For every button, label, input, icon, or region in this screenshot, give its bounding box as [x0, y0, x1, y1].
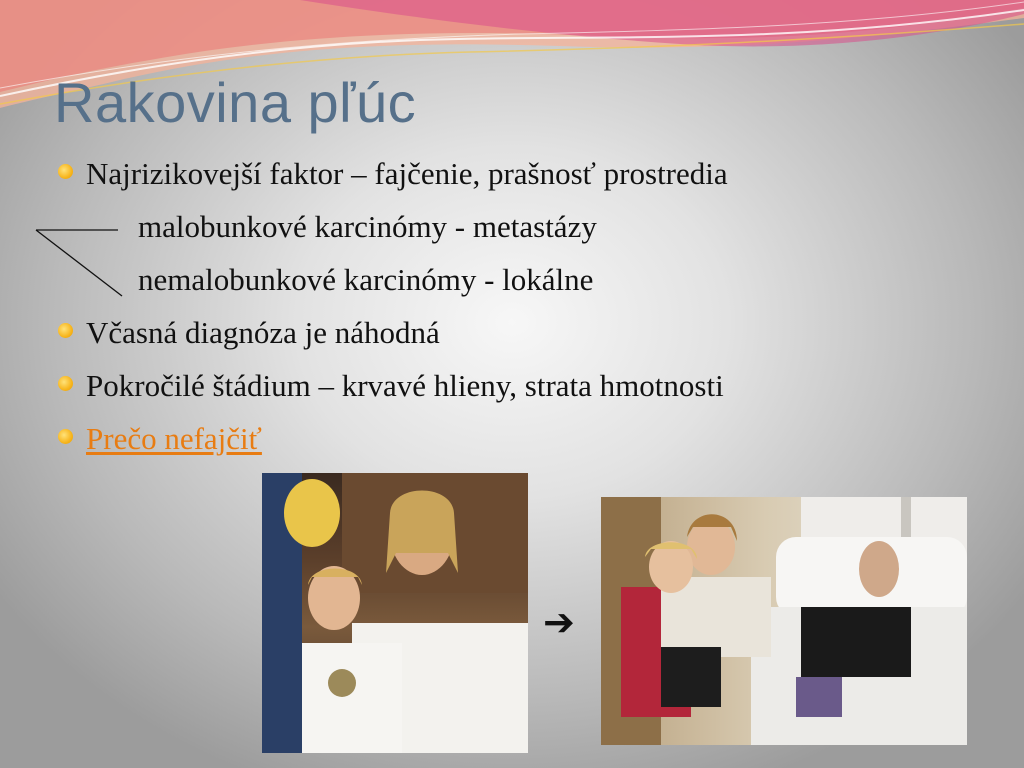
- sub-item: [58, 256, 998, 309]
- bullet-dot-icon: [58, 376, 73, 391]
- bullet-item: [58, 415, 998, 468]
- bullet-item: [58, 362, 998, 415]
- bullet-item: [58, 309, 998, 362]
- bullet-text: Najrizikovejší faktor – fajčenie, prašnosť prostredia: [86, 156, 728, 191]
- sub-item-text: malobunkové karcinómy - metastázy: [138, 209, 597, 244]
- bullet-item: [58, 150, 998, 203]
- bullet-dot-icon: [58, 164, 73, 179]
- arrow-right-icon: ➔: [543, 600, 575, 644]
- branch-lines: [34, 228, 124, 298]
- bullet-text: Včasná diagnóza je náhodná: [86, 315, 440, 350]
- slide-title: Rakovina pľúc: [54, 71, 417, 134]
- bullet-text: Pokročilé štádium – krvavé hlieny, strata hmotnosti: [86, 368, 724, 403]
- sub-item-text: nemalobunkové karcinómy - lokálne: [138, 262, 594, 297]
- bullet-list: [58, 150, 998, 468]
- hyperlink[interactable]: Prečo nefajčiť: [86, 421, 262, 456]
- bullet-dot-icon: [58, 323, 73, 338]
- bullet-dot-icon: [58, 429, 73, 444]
- photo-hospital-bed: [601, 497, 967, 745]
- photo-father-and-son: [262, 473, 528, 753]
- sub-item: [58, 203, 998, 256]
